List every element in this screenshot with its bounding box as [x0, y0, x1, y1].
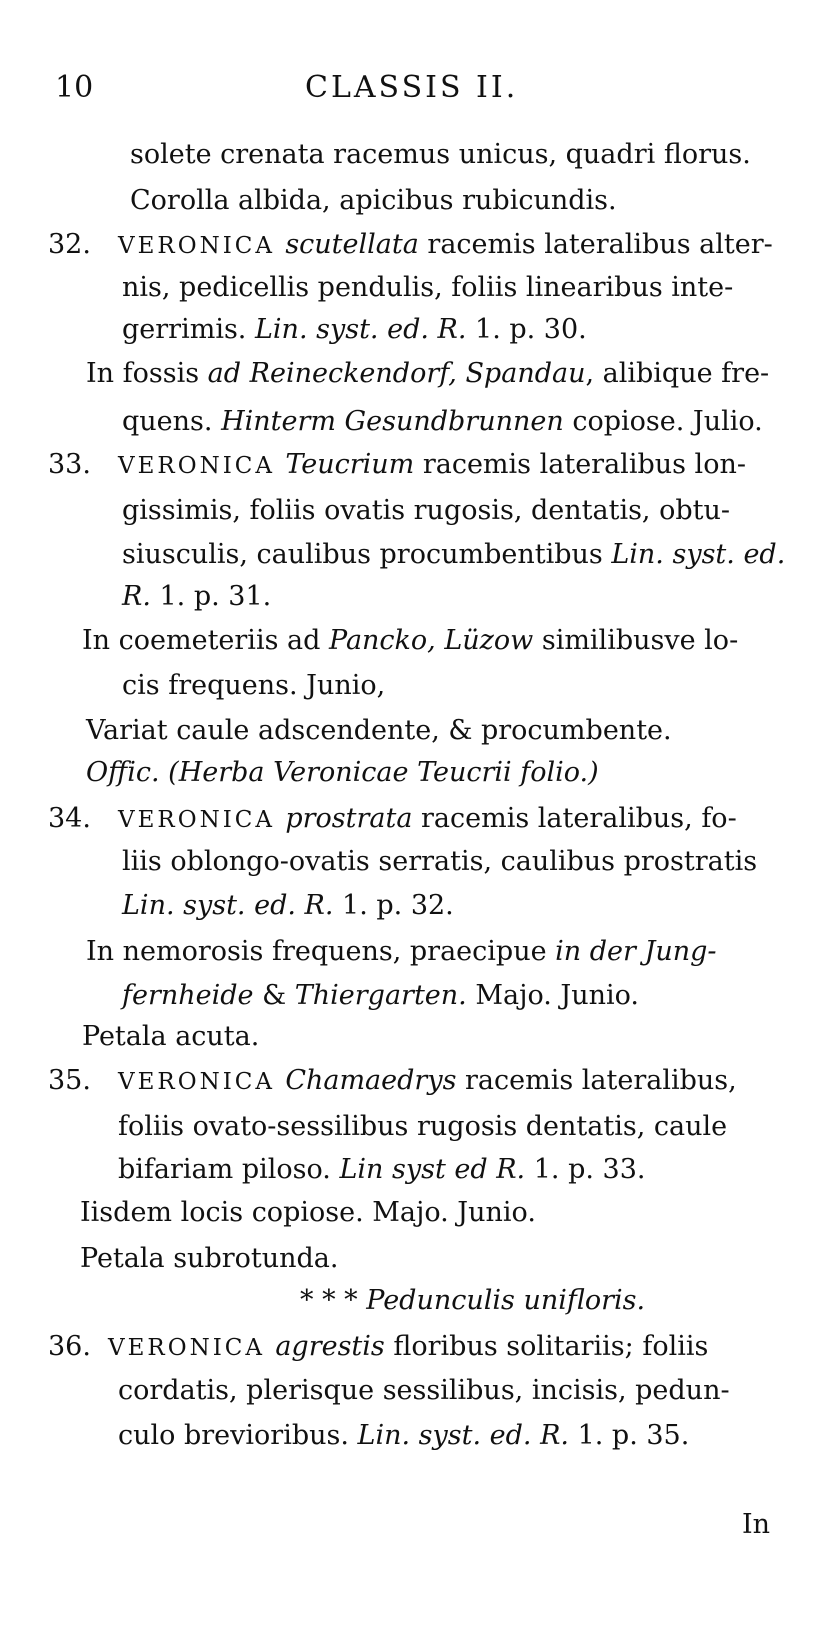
text-segment: scutellata — [285, 229, 419, 260]
text-segment: Thiergarten. — [294, 980, 467, 1011]
text-segment: In nemorosis frequens, praecipue — [86, 936, 556, 967]
text-segment: & — [253, 980, 295, 1011]
text-line — [300, 1284, 645, 1318]
running-head — [0, 70, 830, 110]
text-segment: 1. p. 32. — [333, 890, 454, 921]
text-line — [122, 538, 785, 572]
text-segment: Lin. syst. ed. — [611, 539, 786, 570]
text-segment: Offic. (Herba Veronicae Teucrii folio.) — [86, 757, 599, 788]
text-segment: Lin. syst. ed. R. — [122, 890, 334, 921]
text-segment: Variat caule adscendente, & procumbente. — [86, 715, 672, 746]
text-segment: Chamaedrys — [285, 1065, 457, 1096]
text-line — [122, 405, 763, 439]
text-line — [118, 1064, 737, 1099]
text-segment: similibusve lo- — [533, 625, 739, 656]
text-segment: racemis lateralibus, fo- — [412, 803, 737, 834]
text-line — [130, 184, 617, 218]
text-segment: 1. p. 31. — [150, 581, 272, 612]
text-line — [122, 494, 730, 528]
text-segment: Iisdem locis copiose. Majo. Junio. — [80, 1197, 536, 1228]
text-segment: in der Jung- — [555, 936, 717, 967]
text-segment: , alibique fre- — [585, 358, 770, 389]
text-segment: copiose. Julio. — [563, 406, 763, 437]
text-line — [118, 1419, 689, 1453]
text-line — [86, 357, 769, 391]
entry-number: 32. — [48, 229, 91, 260]
genus-name: VERONICA — [118, 1069, 286, 1095]
text-line — [118, 1153, 645, 1187]
text-line — [80, 1242, 338, 1276]
text-segment: nis, pedicellis pendulis, foliis linearibus inte- — [122, 272, 734, 303]
entry-number: 36. — [48, 1331, 91, 1362]
text-segment: cordatis, plerisque sessilibus, incisis, pedun- — [118, 1375, 730, 1406]
text-line — [80, 1196, 536, 1230]
entry-number: 35. — [48, 1065, 91, 1096]
text-line — [86, 756, 599, 790]
text-segment: racemis lateralibus, — [456, 1065, 737, 1096]
text-line — [122, 889, 454, 923]
text-segment: ad Reineckendorf, Spandau — [207, 358, 586, 389]
text-segment: gissimis, foliis ovatis rugosis, dentatis, obtu- — [122, 495, 731, 526]
text-segment: prostrata — [285, 803, 413, 834]
text-line — [122, 271, 733, 305]
text-segment: Lin syst ed R. — [339, 1154, 526, 1185]
entry-number: 34. — [48, 803, 91, 834]
text-segment: gerrimis. — [122, 314, 255, 345]
text-segment: cis frequens. Junio, — [122, 670, 386, 701]
text-segment: racemis lateralibus lon- — [414, 449, 746, 480]
text-segment: Teucrium — [285, 449, 415, 480]
catchword: In — [742, 1509, 771, 1540]
text-segment: agrestis — [275, 1331, 385, 1362]
text-line — [118, 1110, 727, 1144]
text-segment: 1. p. 33. — [525, 1154, 646, 1185]
entry-number: 33. — [48, 449, 91, 480]
text-segment: * * * — [300, 1285, 367, 1316]
text-segment: floribus solitariis; foliis — [384, 1331, 709, 1362]
text-segment: quens. — [122, 406, 222, 437]
genus-name: VERONICA — [118, 807, 286, 833]
text-line — [108, 1330, 708, 1365]
text-segment: bifariam piloso. — [118, 1154, 340, 1185]
text-line — [118, 448, 746, 483]
text-segment: liis oblongo-ovatis serratis, caulibus prostratis — [122, 846, 758, 877]
text-line — [82, 624, 738, 658]
genus-name: VERONICA — [118, 453, 286, 479]
text-segment: In coemeteriis ad — [82, 625, 329, 656]
text-segment: Petala subrotunda. — [80, 1243, 339, 1274]
text-segment: foliis ovato-sessilibus rugosis dentatis, caule — [118, 1111, 728, 1142]
text-segment: fernheide — [122, 980, 254, 1011]
text-line — [86, 714, 672, 748]
text-line — [122, 313, 587, 347]
text-segment: solete crenata racemus unicus, quadri florus. — [130, 139, 751, 170]
chapter-title: CLASSIS II. — [305, 70, 519, 105]
text-segment: 1. p. 35. — [569, 1420, 690, 1451]
text-line — [118, 1374, 730, 1408]
text-line — [130, 138, 751, 172]
genus-name: VERONICA — [108, 1335, 276, 1361]
text-line — [122, 979, 639, 1013]
text-segment: Pedunculis unifloris. — [366, 1285, 646, 1316]
text-segment: Majo. Junio. — [466, 980, 640, 1011]
text-segment: 1. p. 30. — [466, 314, 587, 345]
text-line — [82, 1020, 259, 1054]
text-segment: In fossis — [86, 358, 208, 389]
text-line — [118, 802, 737, 837]
text-line — [86, 935, 717, 969]
text-segment: culo brevioribus. — [118, 1420, 358, 1451]
text-segment: Hinterm Gesundbrunnen — [221, 406, 564, 437]
text-line — [122, 669, 385, 703]
text-segment: R. — [122, 581, 151, 612]
page-number: 10 — [55, 70, 94, 105]
text-segment: Lin. syst. ed. R. — [254, 314, 467, 345]
text-segment: siusculis, caulibus procumbentibus — [122, 539, 612, 570]
text-segment: Corolla albida, apicibus rubicundis. — [130, 185, 617, 216]
genus-name: VERONICA — [118, 233, 286, 259]
text-line — [122, 845, 757, 879]
text-segment: Lin. syst. ed. R. — [357, 1420, 569, 1451]
text-segment: racemis lateralibus alter- — [418, 229, 773, 260]
text-line — [122, 580, 271, 614]
text-line — [118, 228, 773, 263]
text-segment: Petala acuta. — [82, 1021, 260, 1052]
text-segment: Pancko, Lüzow — [328, 625, 534, 656]
